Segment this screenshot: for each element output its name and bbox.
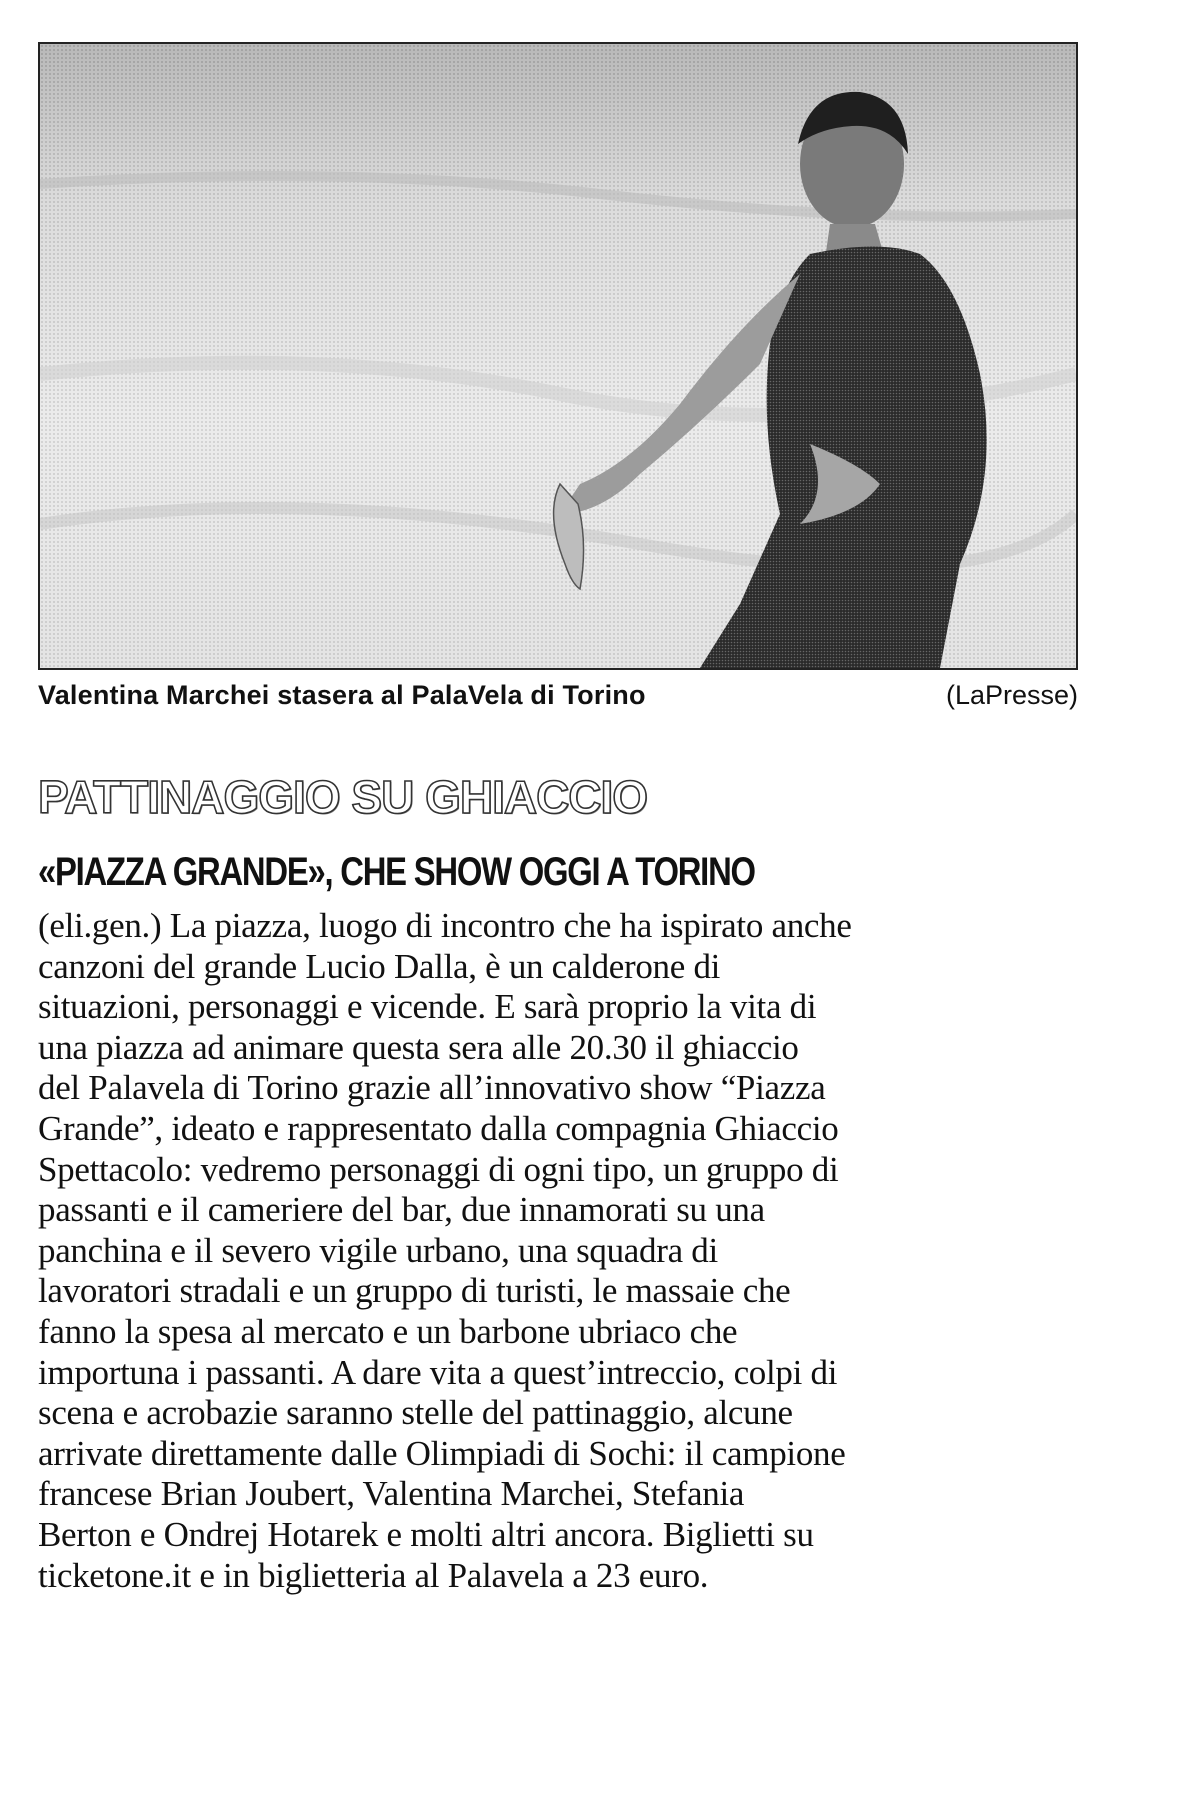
photo-caption: Valentina Marchei stasera al PalaVela di Torino <box>38 680 646 710</box>
body-line: del Palavela di Torino grazie all’innovativo show “Piazza <box>38 1068 826 1108</box>
article-photo <box>38 42 1078 670</box>
body-line: una piazza ad animare questa sera alle 20.30 il ghiaccio <box>38 1027 799 1067</box>
body-line: canzoni del grande Lucio Dalla, è un calderone di <box>38 946 721 986</box>
body-line: importuna i passanti. A dare vita a quest’intreccio, colpi di <box>38 1352 838 1392</box>
body-line: scena e acrobazie saranno stelle del pattinaggio, alcune <box>38 1393 793 1433</box>
body-line: francese Brian Joubert, Valentina Marchei, Stefania <box>38 1474 745 1514</box>
body-line: passanti e il cameriere del bar, due innamorati su una <box>38 1190 765 1230</box>
body-line: Spettacolo: vedremo personaggi di ogni tipo, un gruppo di <box>38 1149 839 1189</box>
article-body <box>38 906 1068 1596</box>
body-line: Grande”, ideato e rappresentato dalla compagnia Ghiaccio <box>38 1108 839 1148</box>
section-kicker: PATTINAGGIO SU GHIACCIO <box>38 771 648 823</box>
body-line: arrivate direttamente dalle Olimpiadi di Sochi: il campione <box>38 1433 846 1473</box>
photo-credit: (LaPresse) <box>945 680 1078 710</box>
body-line: ticketone.it e in biglietteria al Palavela a 23 euro. <box>38 1555 709 1595</box>
body-line: situazioni, personaggi e vicende. E sarà proprio la vita di <box>38 987 817 1027</box>
skater-photo-illustration <box>40 44 1076 668</box>
body-line: Berton e Ondrej Hotarek e molti altri ancora. Biglietti su <box>38 1514 814 1554</box>
photo-caption-row <box>38 680 1078 724</box>
body-line: panchina e il severo vigile urbano, una squadra di <box>38 1230 718 1270</box>
body-line: lavoratori stradali e un gruppo di turisti, le massaie che <box>38 1271 791 1311</box>
article-headline: «PIAZZA GRANDE», CHE SHOW OGGI A TORINO <box>38 850 755 894</box>
body-line: (eli.gen.) La piazza, luogo di incontro che ha ispirato anche <box>38 906 852 945</box>
body-line: fanno la spesa al mercato e un barbone ubriaco che <box>38 1311 738 1351</box>
